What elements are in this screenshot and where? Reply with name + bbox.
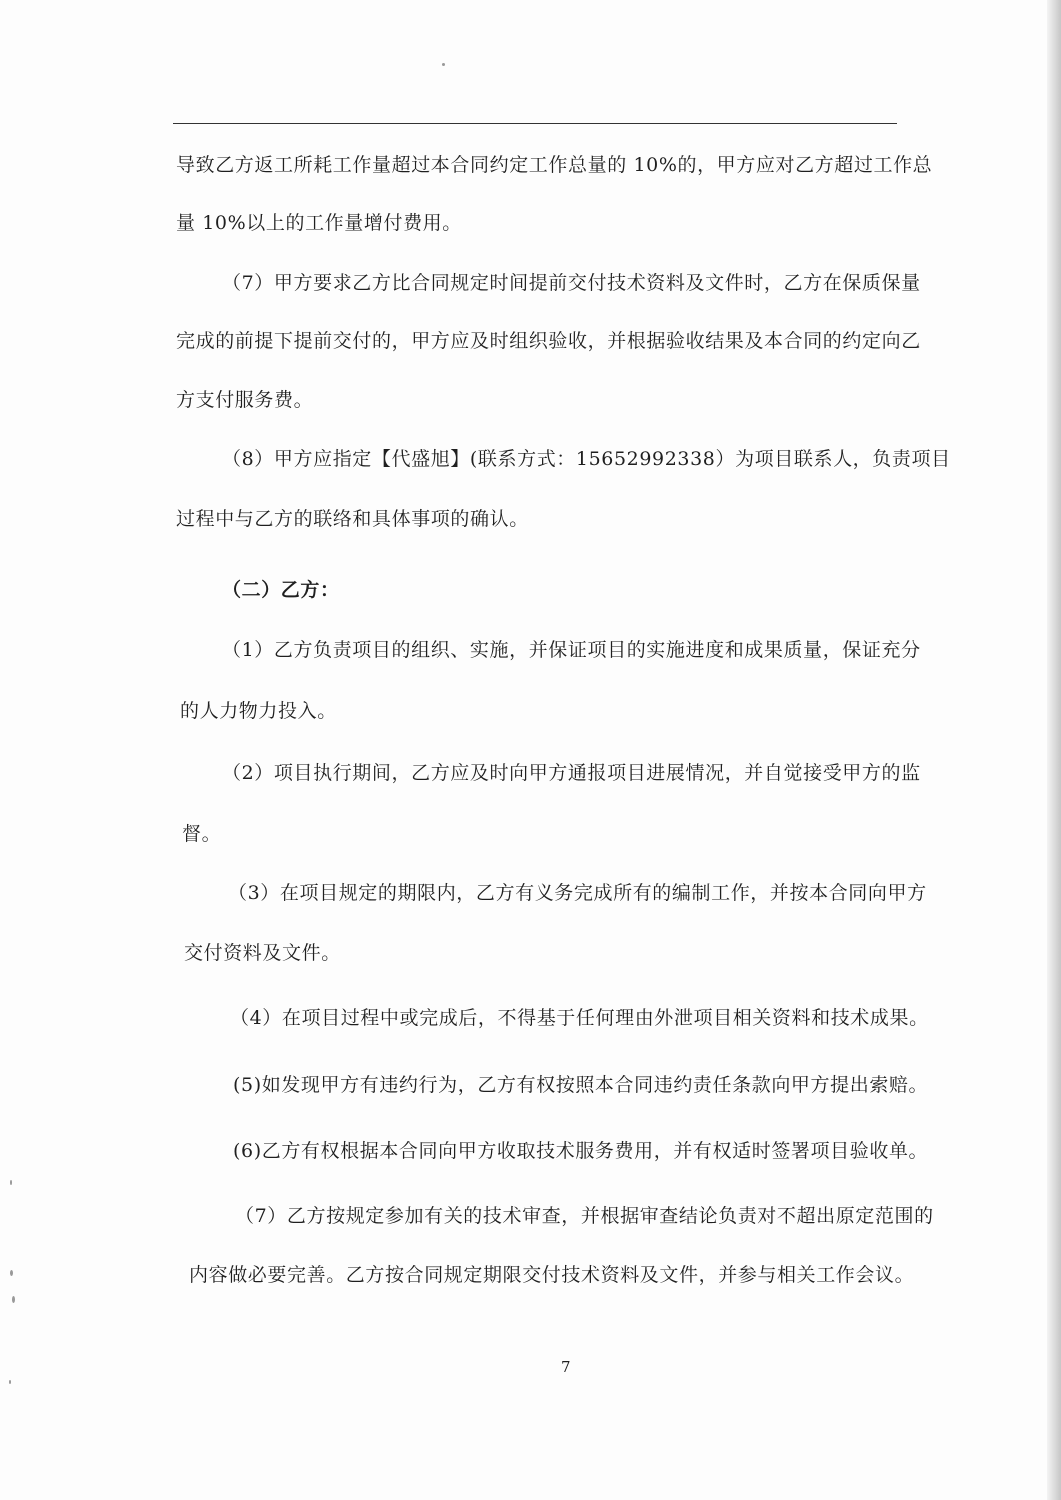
body-line: 过程中与乙方的联络和具体事项的确认。: [176, 508, 529, 530]
body-line: 的人力物力投入。: [180, 700, 337, 722]
body-line: 导致乙方返工所耗工作量超过本合同约定工作总量的 10%的，甲方应对乙方超过工作总: [176, 154, 933, 176]
body-line: 督。: [182, 823, 222, 845]
body-line: 交付资料及文件。: [184, 942, 341, 964]
body-line: 方支付服务费。: [176, 389, 314, 411]
scan-speck: [10, 1180, 12, 1185]
body-line: 内容做必要完善。乙方按合同规定期限交付技术资料及文件，并参与相关工作会议。: [189, 1264, 915, 1286]
scan-speck: [9, 1380, 11, 1384]
body-line: (6)乙方有权根据本合同向甲方收取技术服务费用，并有权适时签署项目验收单。: [233, 1140, 929, 1162]
scan-speck: [12, 1296, 15, 1303]
body-line: (5)如发现甲方有违约行为，乙方有权按照本合同违约责任条款向甲方提出索赔。: [233, 1074, 929, 1096]
scan-speck: [442, 63, 445, 66]
section-heading: （二）乙方：: [222, 579, 340, 601]
body-line: （2）项目执行期间，乙方应及时向甲方通报项目进展情况，并自觉接受甲方的监: [222, 762, 921, 784]
scan-speck: [10, 1270, 13, 1276]
header-rule: [173, 123, 897, 124]
body-line: 完成的前提下提前交付的，甲方应及时组织验收，并根据验收结果及本合同的约定向乙: [176, 330, 921, 352]
body-line: （7）甲方要求乙方比合同规定时间提前交付技术资料及文件时，乙方在保质保量: [222, 272, 921, 294]
scan-edge-shadow: [1047, 0, 1061, 1500]
body-line: （8）甲方应指定【代盛旭】(联系方式：15652992338）为项目联系人，负责项目: [222, 448, 951, 470]
body-line: （1）乙方负责项目的组织、实施，并保证项目的实施进度和成果质量，保证充分: [222, 639, 921, 661]
body-line: （3）在项目规定的期限内，乙方有义务完成所有的编制工作，并按本合同向甲方: [228, 882, 927, 904]
body-line: 量 10%以上的工作量增付费用。: [176, 212, 462, 234]
page-number: 7: [561, 1358, 571, 1376]
body-line: （4）在项目过程中或完成后，不得基于任何理由外泄项目相关资料和技术成果。: [230, 1007, 929, 1029]
body-line: （7）乙方按规定参加有关的技术审查，并根据审查结论负责对不超出原定范围的: [235, 1205, 934, 1227]
